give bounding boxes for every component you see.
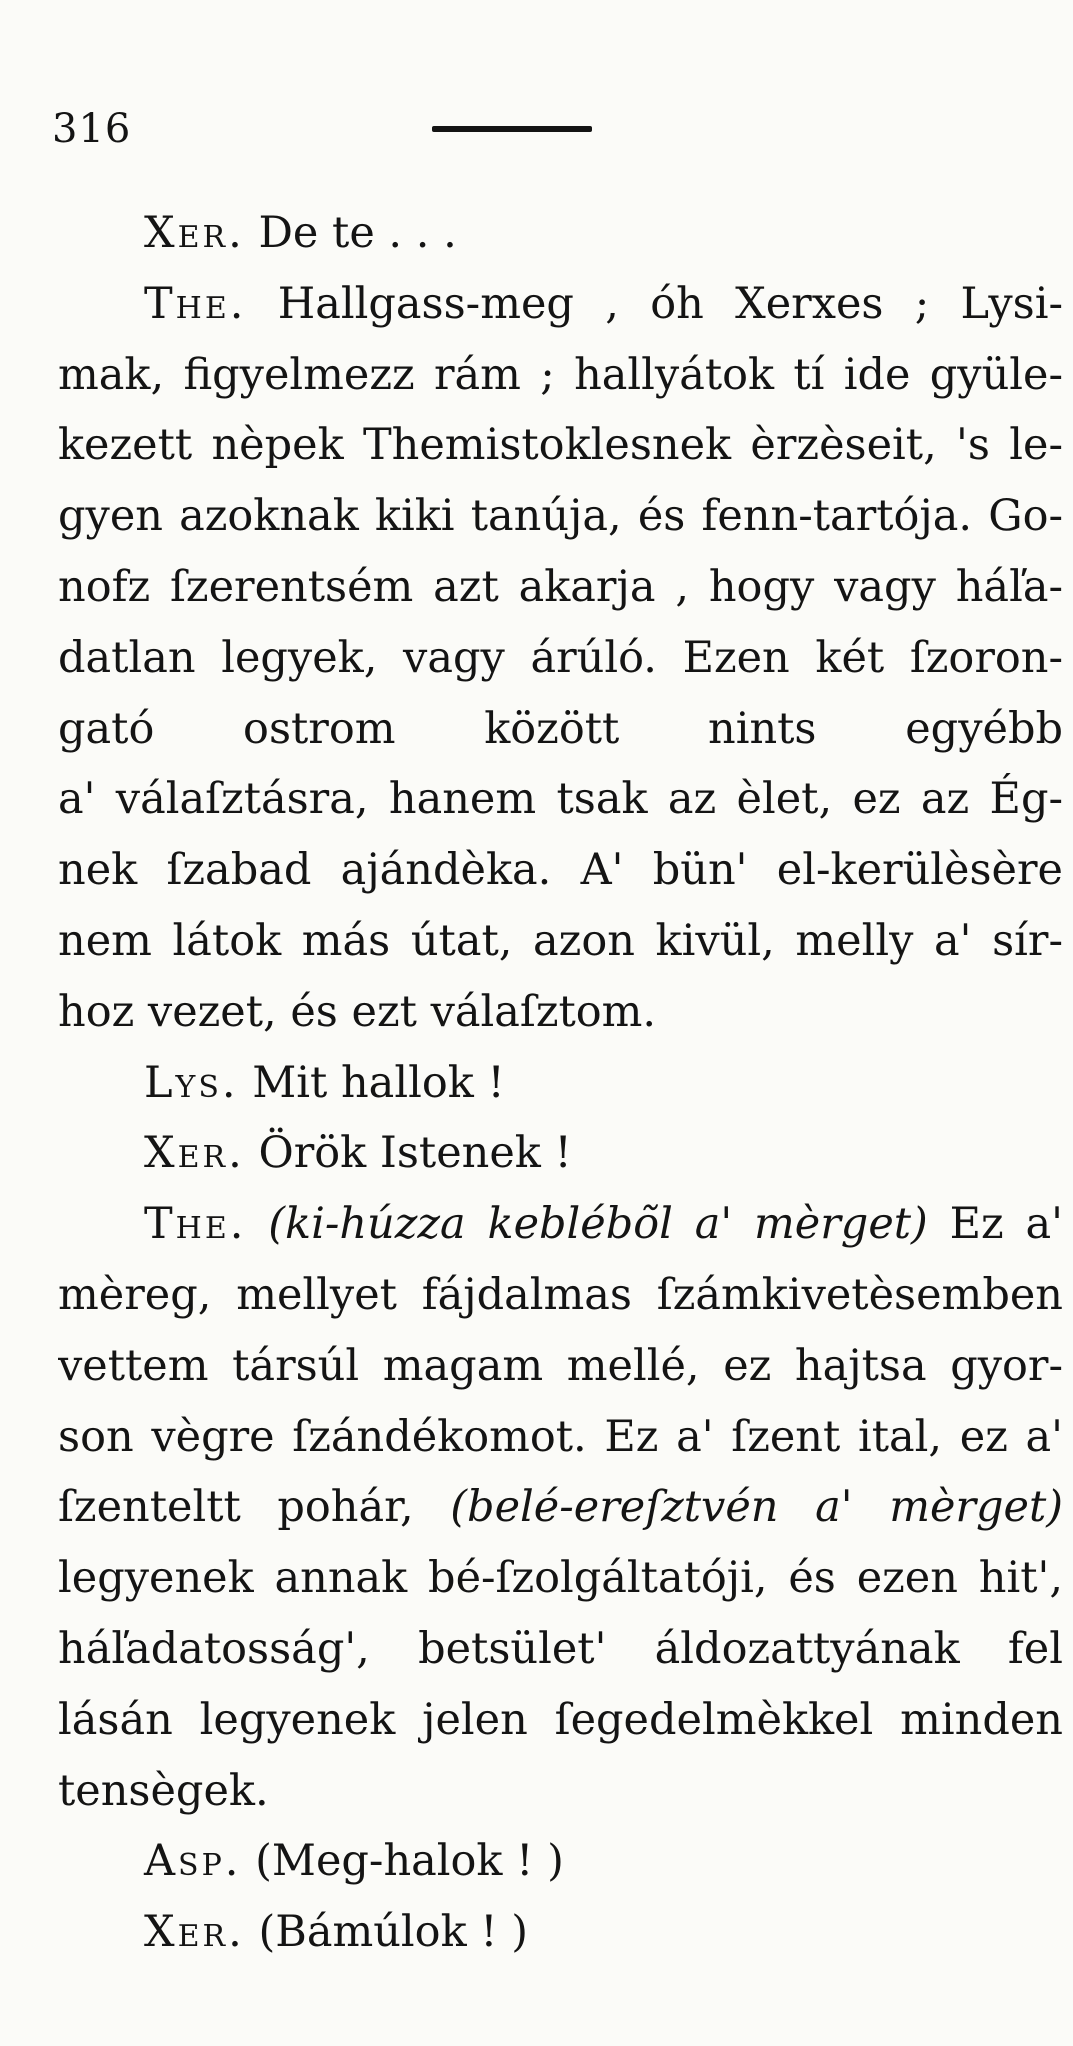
speaker-label: The.	[144, 1199, 247, 1250]
speaker-label: Xer.	[144, 1907, 245, 1958]
text-line: legyenek annak bé-ſzolgáltatóji, és ezen hit',	[58, 1553, 1063, 1604]
text-line: kezett nèpek Themistoklesnek èrzèseit, 's le-	[58, 420, 1063, 471]
text-line: The. (ki-húzza keblébõl a' mèrget) Ez a'	[144, 1199, 1063, 1250]
text-line: Asp. (Meg-halok ! )	[144, 1836, 564, 1887]
text-line: vettem társúl magam mellé, ez hajtsa gyor-	[58, 1340, 1063, 1391]
text-line: nofz ſzerentsém azt akarja , hogy vagy háľa-	[58, 561, 1063, 612]
header-rule	[432, 126, 592, 132]
dialogue-text	[58, 198, 1063, 1968]
text-line: háľadatosság', betsület' áldozattyának fel	[58, 1623, 1063, 1674]
text-line: Xer. Örök Istenek !	[144, 1128, 572, 1179]
text-line: Xer. De te . . .	[144, 208, 457, 258]
text-line: son vègre ſzándékomot. Ez a' ſzent ital, ez a'	[58, 1411, 1063, 1462]
text-line: ſzenteltt pohár, (belé-ereſztvén a' mèrget)	[58, 1482, 1063, 1533]
speaker-label: Xer.	[144, 1128, 245, 1179]
text-line: hoz vezet, és ezt válaſztom.	[58, 986, 657, 1037]
text-line: The. Hallgass-meg , óh Xerxes ; Lysi-	[144, 278, 1063, 329]
text-line: lásán legyenek jelen ſegedelmèkkel minden	[58, 1694, 1063, 1745]
speaker-label: The.	[144, 278, 247, 329]
text-line: nem látok más útat, azon kivül, melly a' sír-	[58, 915, 1063, 966]
stage-direction: (ki-húzza keblébõl a' mèrget)	[268, 1199, 928, 1250]
text-line: gató ostrom között nints egyébb	[58, 703, 1063, 754]
text-line: nek ſzabad ajándèka. A' bün' el-kerülèsère	[58, 845, 1063, 896]
speaker-label: Xer.	[144, 208, 245, 258]
page-number: 316	[52, 106, 132, 152]
text-line: mèreg, mellyet fájdalmas ſzámkivetèsemben	[58, 1269, 1063, 1320]
text-line: Xer. (Bámúlok ! )	[144, 1907, 529, 1958]
text-line: datlan legyek, vagy árúló. Ezen két ſzoron-	[58, 632, 1063, 683]
text-line: a' válaſztásra, hanem tsak az èlet, ez az Ég-	[58, 774, 1063, 825]
text-line: gyen azoknak kiki tanúja, és fenn-tartója. Go-	[58, 491, 1063, 542]
text-line: Lys. Mit hallok !	[144, 1057, 505, 1108]
text-line: tensègek.	[58, 1765, 269, 1816]
text-line: mak, figyelmezz rám ; hallyátok tí ide gyüle-	[58, 349, 1063, 400]
stage-direction: (belé-ereſztvén a' mèrget)	[450, 1482, 1063, 1533]
speaker-label: Asp.	[144, 1836, 242, 1887]
speaker-label: Lys.	[144, 1057, 239, 1108]
